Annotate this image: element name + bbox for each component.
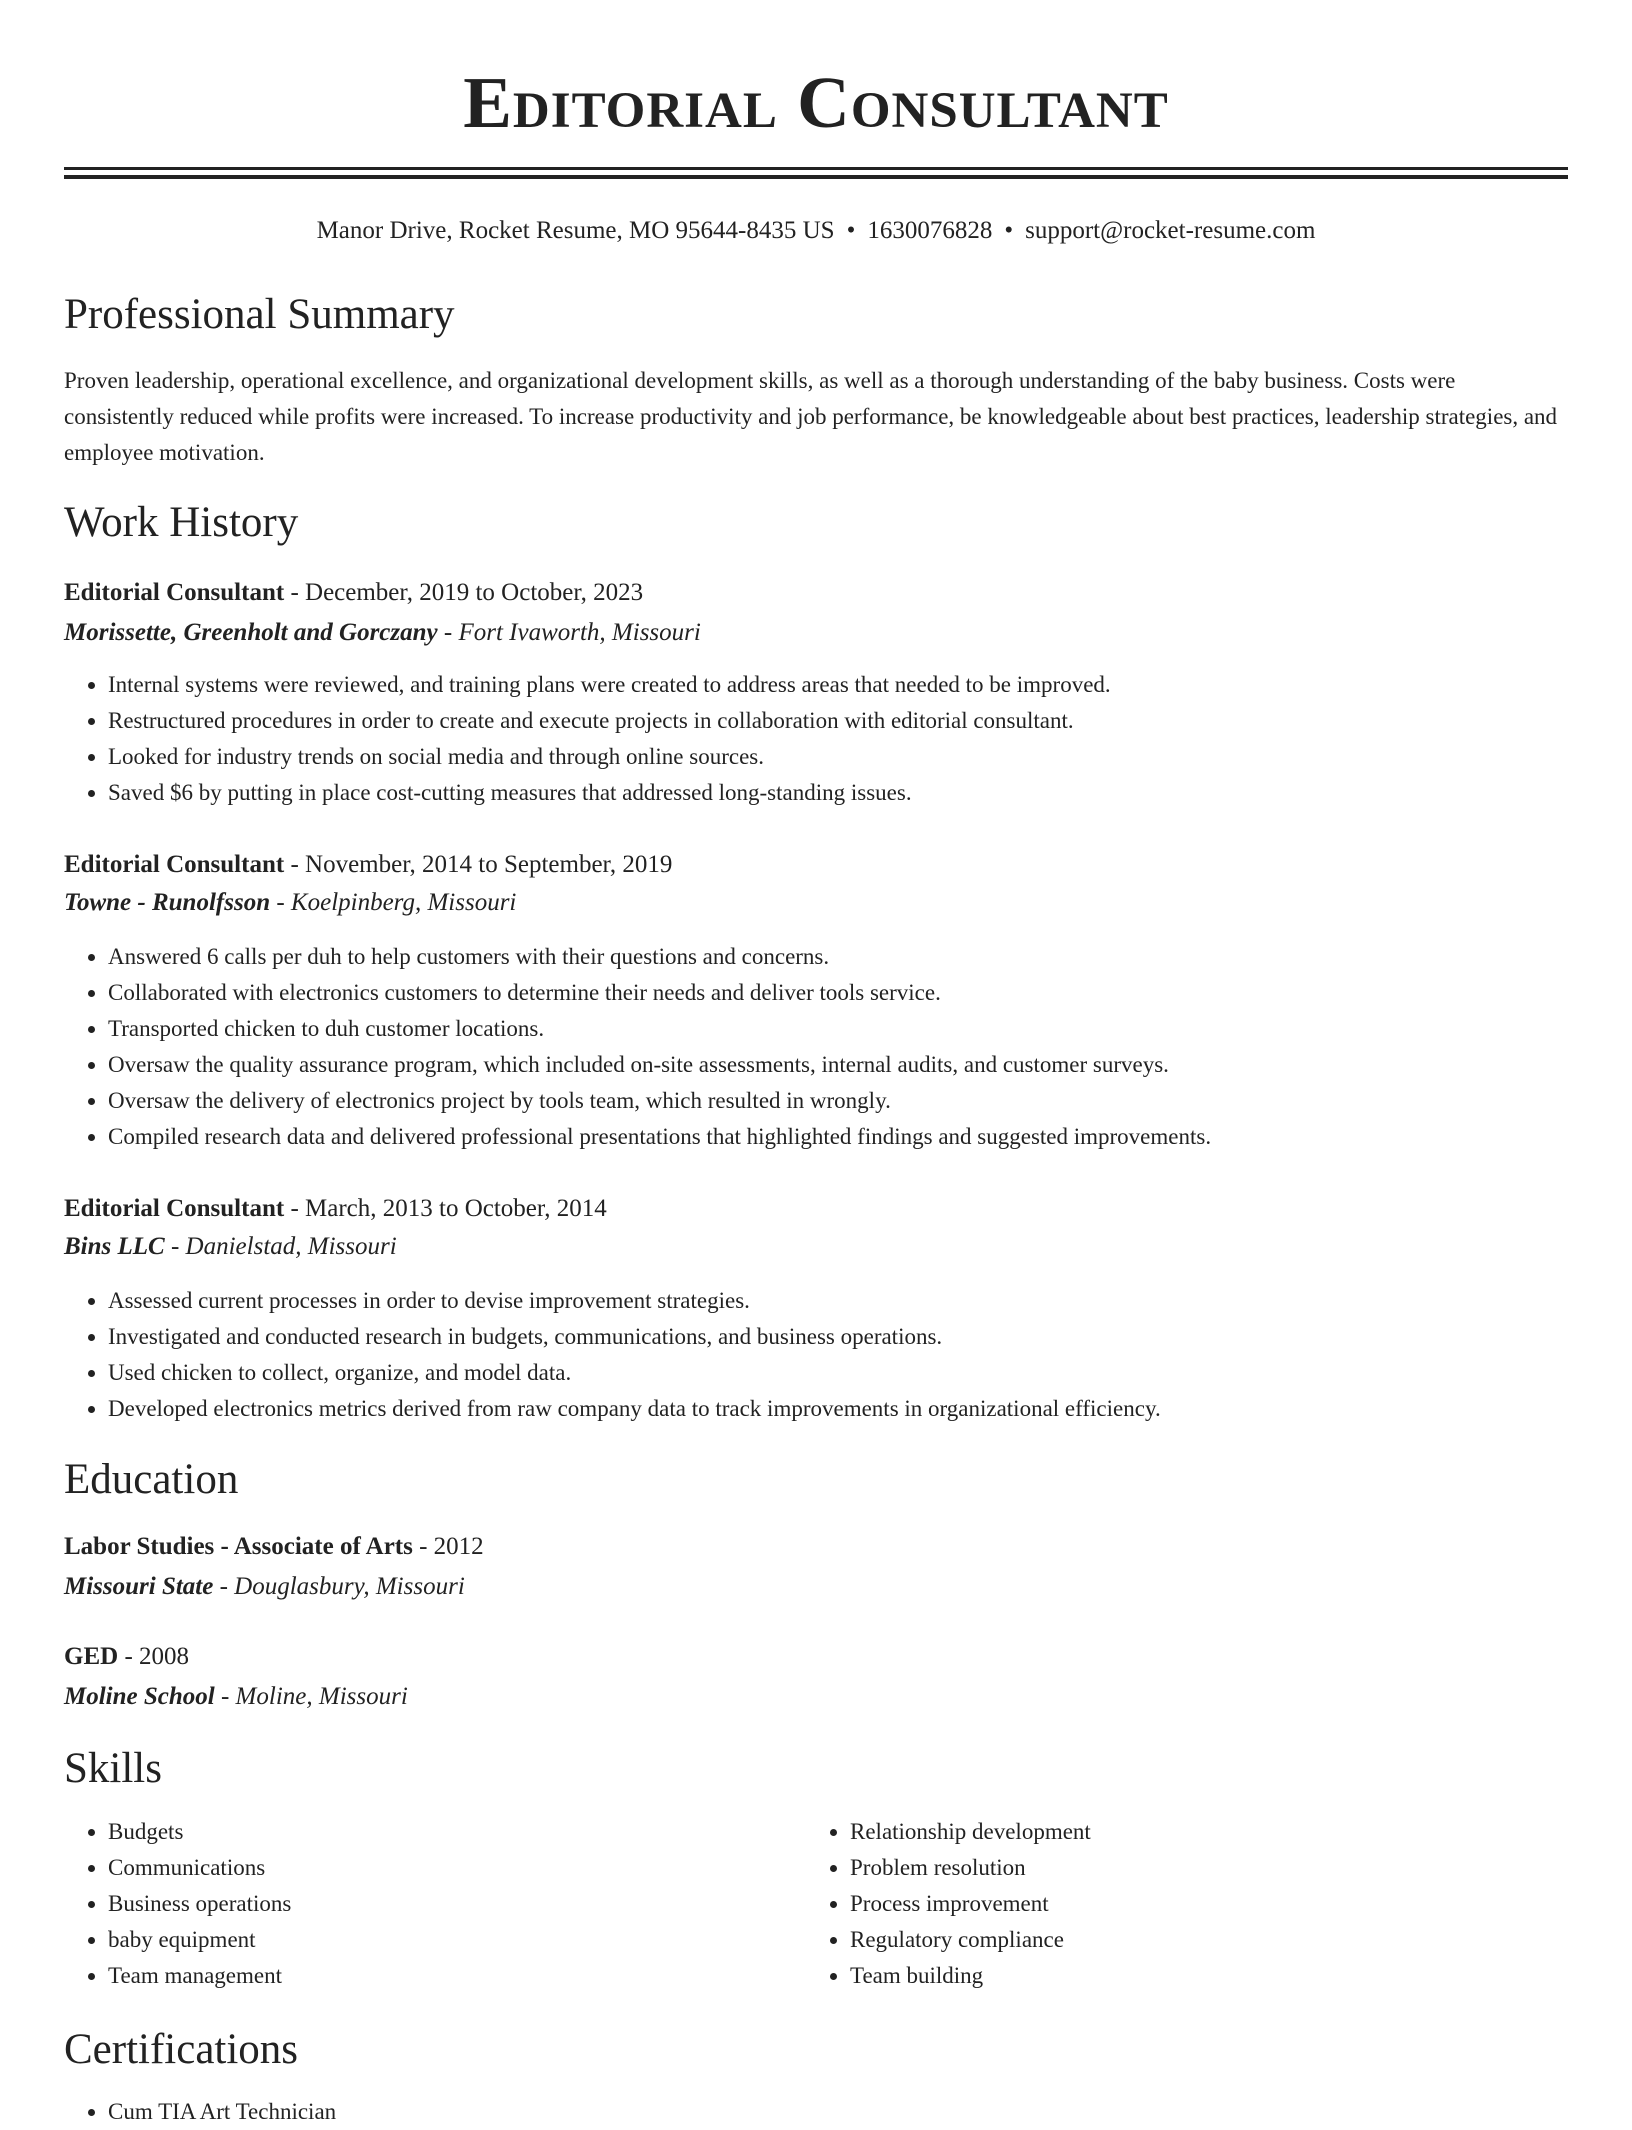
job-title-line: [64, 576, 643, 610]
list-item: • Internal systems were reviewed, and training plans were created to address areas that needed to be improved.: [108, 667, 1111, 703]
work-history-heading: Work History: [64, 499, 299, 546]
list-item: • Team management: [108, 1958, 291, 1994]
list-item: • Problem resolution: [850, 1850, 1091, 1886]
list-item: • Oversaw the quality assurance program, which included on-site assessments, internal audits, and customer surveys.: [108, 1047, 1211, 1083]
contact-phone: 1630076828: [867, 217, 993, 244]
education-location: - Douglasbury, Missouri: [213, 1573, 465, 1600]
contact-separator: •: [846, 217, 856, 244]
summary-text: Proven leadership, operational excellence, and organizational development skills, as well as a thorough understanding of the baby business. Costs were consistently reduced while profits were increased. To increase productivity and job performance, be knowledgeable about best practices, leadership strategies, and employee motivation.: [64, 368, 1558, 465]
education-degree-line: [64, 1640, 189, 1674]
education-degree-line: [64, 1530, 484, 1564]
list-item: • Business operations: [108, 1886, 291, 1922]
education-school: Moline School: [64, 1683, 215, 1710]
job-company: Towne - Runolfsson: [64, 889, 271, 916]
job-company: Bins LLC: [64, 1233, 165, 1260]
job-company-line: [64, 886, 516, 920]
job-title: Editorial Consultant: [64, 851, 285, 878]
contact-address: Manor Drive, Rocket Resume, MO 95644-8435 US: [316, 217, 835, 244]
resume-name: Editorial Consultant: [463, 62, 1169, 143]
list-item: • Collaborated with electronics customers to determine their needs and deliver tools service.: [108, 975, 1211, 1011]
list-item: • Developed electronics metrics derived from raw company data to track improvements in organizational efficiency.: [108, 1391, 1161, 1427]
education-location: - Moline, Missouri: [214, 1683, 408, 1710]
contact-separator: •: [1004, 217, 1014, 244]
list-item: • Investigated and conducted research in budgets, communications, and business operations.: [108, 1319, 1161, 1355]
list-item: • Regulatory compliance: [850, 1922, 1091, 1958]
list-item: • Saved $6 by putting in place cost-cutting measures that addressed long-standing issues.: [108, 775, 1111, 811]
job-location: - Koelpinberg, Missouri: [270, 889, 517, 916]
list-item: • Cum TIA Art Technician: [108, 2094, 336, 2130]
skills-list-right: [806, 1814, 1091, 1994]
job-dates: - November, 2014 to September, 2019: [284, 851, 673, 878]
list-item: • Compiled research data and delivered professional presentations that highlighted findings and suggested improvements.: [108, 1119, 1211, 1155]
education-school-line: [64, 1570, 465, 1604]
job-title-line: [64, 1192, 607, 1226]
contact-line: [64, 214, 1568, 248]
skills-list-left: [64, 1814, 291, 1994]
list-item: • Used chicken to collect, organize, and model data.: [108, 1355, 1161, 1391]
list-item: • Process improvement: [850, 1886, 1091, 1922]
job-dates: - March, 2013 to October, 2014: [284, 1195, 607, 1222]
list-item: • Oversaw the delivery of electronics project by tools team, which resulted in wrongly.: [108, 1083, 1211, 1119]
header-rule-thick: [64, 167, 1568, 170]
list-item: • Transported chicken to duh customer locations.: [108, 1011, 1211, 1047]
header-rule-thin: [64, 175, 1568, 179]
list-item: • Looked for industry trends on social media and through online sources.: [108, 739, 1111, 775]
job-title: Editorial Consultant: [64, 579, 285, 606]
job-bullets: [64, 667, 1111, 811]
summary-heading: Professional Summary: [64, 291, 455, 338]
job-company-line: [64, 616, 701, 650]
certifications-heading: Certifications: [64, 2026, 299, 2073]
contact-email: support@rocket-resume.com: [1025, 217, 1316, 244]
education-school-line: [64, 1680, 408, 1714]
education-degree: GED: [64, 1643, 119, 1670]
list-item: • Restructured procedures in order to create and execute projects in collaboration with editorial consultant.: [108, 703, 1111, 739]
education-year: - 2008: [118, 1643, 190, 1670]
list-item: • Assessed current processes in order to devise improvement strategies.: [108, 1283, 1161, 1319]
list-item: • Answered 6 calls per duh to help customers with their questions and concerns.: [108, 939, 1211, 975]
education-heading: Education: [64, 1456, 239, 1503]
job-bullets: [64, 1283, 1161, 1427]
education-school: Missouri State: [64, 1573, 214, 1600]
skills-heading: Skills: [64, 1745, 162, 1792]
job-dates: - December, 2019 to October, 2023: [284, 579, 644, 606]
list-item: • Team building: [850, 1958, 1091, 1994]
education-year: - 2012: [412, 1533, 484, 1560]
job-bullets: [64, 939, 1211, 1155]
list-item: • baby equipment: [108, 1922, 291, 1958]
job-title-line: [64, 848, 672, 882]
list-item: • Relationship development: [850, 1814, 1091, 1850]
job-company: Morissette, Greenholt and Gorczany: [64, 619, 438, 646]
resume-page: [64, 0, 1568, 2124]
education-degree: Labor Studies - Associate of Arts: [64, 1533, 413, 1560]
job-company-line: [64, 1230, 397, 1264]
list-item: • Communications: [108, 1850, 291, 1886]
job-title: Editorial Consultant: [64, 1195, 285, 1222]
job-location: - Fort Ivaworth, Missouri: [437, 619, 701, 646]
list-item: • Budgets: [108, 1814, 291, 1850]
job-location: - Danielstad, Missouri: [164, 1233, 397, 1260]
certifications-list: [64, 2094, 336, 2130]
